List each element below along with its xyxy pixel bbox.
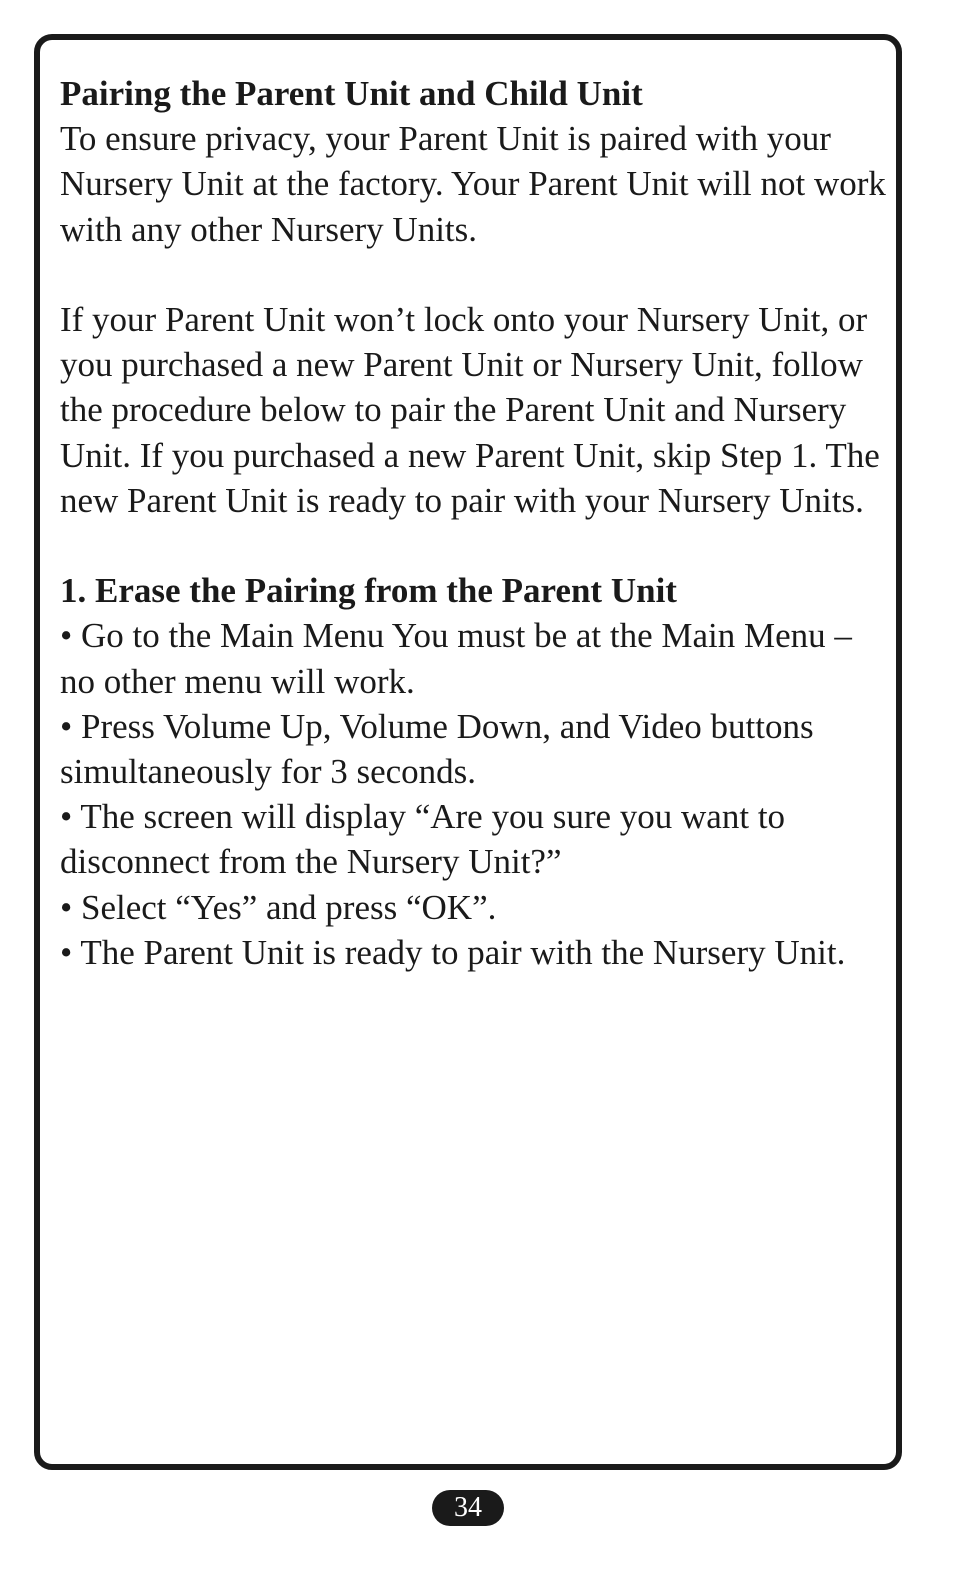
bullet-item: • Select “Yes” and press “OK”. <box>60 887 497 927</box>
bullet-item: • The screen will display “Are you sure you want to disconnect from the Nursery Unit?” <box>60 797 786 882</box>
bullet-item: • Go to the Main Menu You must be at the Main Menu – no other menu will work. <box>60 616 852 701</box>
page-number-badge: 34 <box>432 1490 504 1526</box>
step-heading: 1. Erase the Pairing from the Parent Unit <box>60 571 677 611</box>
section-heading: Pairing the Parent Unit and Child Unit <box>60 74 643 113</box>
paragraph-spacer <box>60 523 890 568</box>
intro-paragraph: To ensure privacy, your Parent Unit is paired with your Nursery Unit at the factory. Your Parent Unit will not work with any other Nursery Units. <box>60 119 886 249</box>
paragraph-spacer <box>60 252 890 297</box>
procedure-paragraph: If your Parent Unit won’t lock onto your Nursery Unit, or you purchased a new Parent Unit or Nursery Unit, follow the procedure below to pair the Parent Unit and Nursery Unit. If you purchased a new Parent Unit, skip Step 1. The new Parent Unit is ready to pair with your Nursery Units. <box>60 300 880 520</box>
bullet-item: • Press Volume Up, Volume Down, and Video buttons simultaneously for 3 seconds. <box>60 706 814 792</box>
bullet-item: • The Parent Unit is ready to pair with the Nursery Unit. <box>60 932 846 972</box>
page-content <box>60 71 890 975</box>
